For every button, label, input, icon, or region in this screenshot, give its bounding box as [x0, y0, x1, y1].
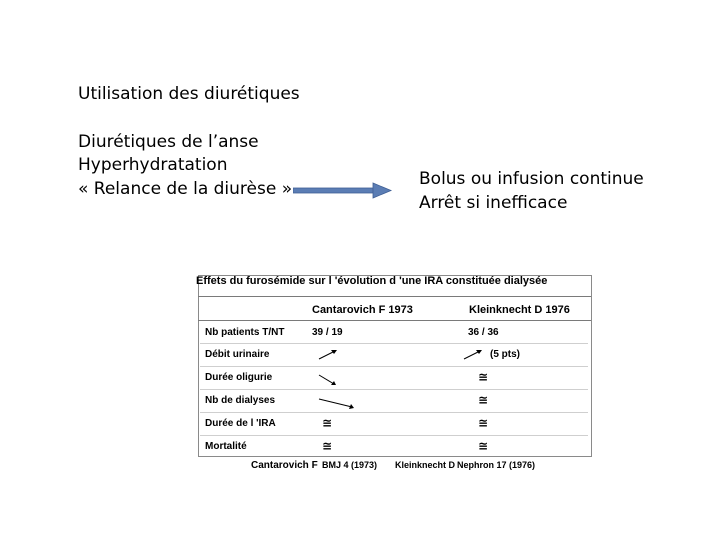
col2-header: Kleinknecht D 1976 — [469, 304, 570, 316]
c2-duree-ira: ≅ — [478, 416, 489, 430]
row-separator — [200, 366, 588, 367]
left-line-3: « Relance de la diurèse » — [78, 179, 293, 199]
c2-debit: (5 pts) — [490, 349, 520, 360]
left-line-2: Hyperhydratation — [78, 155, 228, 175]
source-ref-2: Nephron 17 (1976) — [457, 460, 536, 470]
row-separator — [200, 412, 588, 413]
slide-heading: Utilisation des diurétiques — [78, 84, 300, 104]
row-label-dialyses: Nb de dialyses — [205, 395, 276, 406]
left-line-1: Diurétiques de l’anse — [78, 132, 259, 152]
c1-mortalite: ≅ — [322, 439, 333, 453]
c2-oligurie: ≅ — [478, 370, 489, 384]
arrow-up-icon — [318, 348, 338, 360]
row-label-duree-ira: Durée de l 'IRA — [205, 418, 276, 429]
table-title: Effets du furosémide sur l 'évolution d 'une IRA constituée dialysée — [196, 275, 548, 287]
row-label-debit: Débit urinaire — [205, 349, 270, 360]
arrow-down-icon — [318, 396, 356, 410]
row-label-oligurie: Durée oligurie — [205, 372, 273, 383]
arrow-down-icon — [318, 373, 338, 387]
row-separator — [200, 343, 588, 344]
right-arrow-icon — [293, 182, 393, 200]
right-line-1: Bolus ou infusion continue — [419, 169, 644, 189]
source-author-2: Kleinknecht D — [395, 460, 456, 470]
source-ref-1: BMJ 4 (1973) — [322, 460, 378, 470]
col1-header: Cantarovich F 1973 — [312, 304, 413, 316]
row-separator — [200, 435, 588, 436]
right-line-2: Arrêt si inefficace — [419, 193, 568, 213]
row-label-patients: Nb patients T/NT — [205, 327, 285, 338]
title-rule — [198, 296, 591, 297]
source-author-1: Cantarovich F — [251, 460, 318, 471]
header-rule — [198, 320, 591, 321]
c1-duree-ira: ≅ — [322, 416, 333, 430]
c2-mortalite: ≅ — [478, 439, 489, 453]
row-separator — [200, 389, 588, 390]
arrow-up-icon — [463, 348, 483, 360]
c2-dialyses: ≅ — [478, 393, 489, 407]
c2-patients: 36 / 36 — [468, 327, 499, 338]
c1-patients: 39 / 19 — [312, 327, 343, 338]
row-label-mortalite: Mortalité — [205, 441, 247, 452]
